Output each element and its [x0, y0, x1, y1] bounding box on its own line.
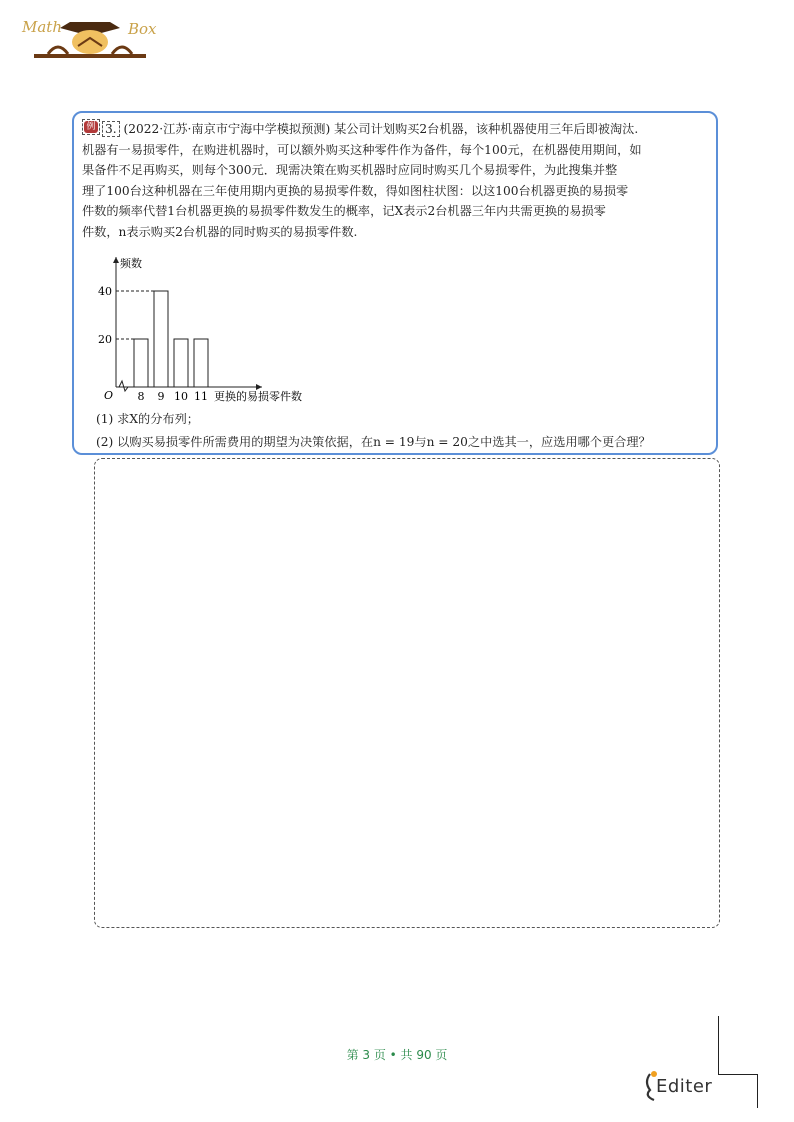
y-tick-label: 40	[98, 285, 112, 298]
question-line-1: 某公司计划购买2台机器，该种机器使用三年后即被淘汰.	[334, 122, 639, 136]
y-axis-label: 频数	[120, 257, 142, 270]
corner-line-vertical	[718, 1016, 719, 1074]
axis-break	[119, 381, 128, 391]
y-tick-label: 20	[98, 333, 112, 346]
bar-8	[134, 339, 148, 387]
sub-question-1: (1) 求X的分布列；	[96, 412, 199, 426]
bar-10	[174, 339, 188, 387]
x-tick-label: 11	[194, 390, 208, 403]
question-box	[72, 111, 718, 455]
bar-9	[154, 291, 168, 387]
question-number: 3.	[102, 121, 120, 137]
question-line-6: 件数，n表示购买2台机器的同时购买的易损零件数.	[82, 224, 358, 239]
x-tick-label: 10	[174, 390, 188, 403]
bar-chart	[86, 253, 326, 408]
x-axis-label: 更换的易损零件数	[214, 390, 302, 403]
question-text	[82, 119, 710, 242]
editer-text: Editer	[656, 1076, 713, 1097]
x-tick-label: 8	[137, 390, 145, 403]
example-badge: 例	[82, 119, 100, 135]
question-line-4: 理了100台这种机器在三年使用期内更换的易损零件数，得如图柱状图：以这100台机器更换的易损零	[82, 183, 629, 198]
x-tick-label: 9	[157, 390, 165, 403]
answer-area	[94, 458, 720, 928]
question-source: (2022·江苏·南京市宁海中学模拟预测)	[123, 122, 331, 136]
editer-logo	[640, 1068, 740, 1102]
question-line-3: 果备件不足再购买，则每个300元．现需决策在购买机器时应同时购买几个易损零件，为此搜集并整	[82, 163, 618, 177]
logo-text-box: Box	[128, 20, 157, 38]
y-axis-arrow	[113, 257, 119, 263]
origin-label: O	[104, 389, 114, 402]
corner-line-vertical-2	[757, 1074, 758, 1108]
math-box-logo	[18, 10, 168, 68]
question-line-5: 件数的频率代替1台机器更换的易损零件数发生的概率，记X表示2台机器三年内共需更换的易损零	[82, 204, 606, 218]
sub-question-2: (2) 以购买易损零件所需费用的期望为决策依据，在n = 19与n = 20之中选其一，应选用哪个更合理？	[96, 435, 651, 449]
page-number: 第 3 页 • 共 90 页	[346, 1048, 448, 1062]
question-line-2: 机器有一易损零件，在购进机器时，可以额外购买这种零件作为备件，每个100元，在机器使用期间，如	[82, 142, 642, 157]
logo-text-math: Math	[22, 18, 62, 36]
bar-11	[194, 339, 208, 387]
